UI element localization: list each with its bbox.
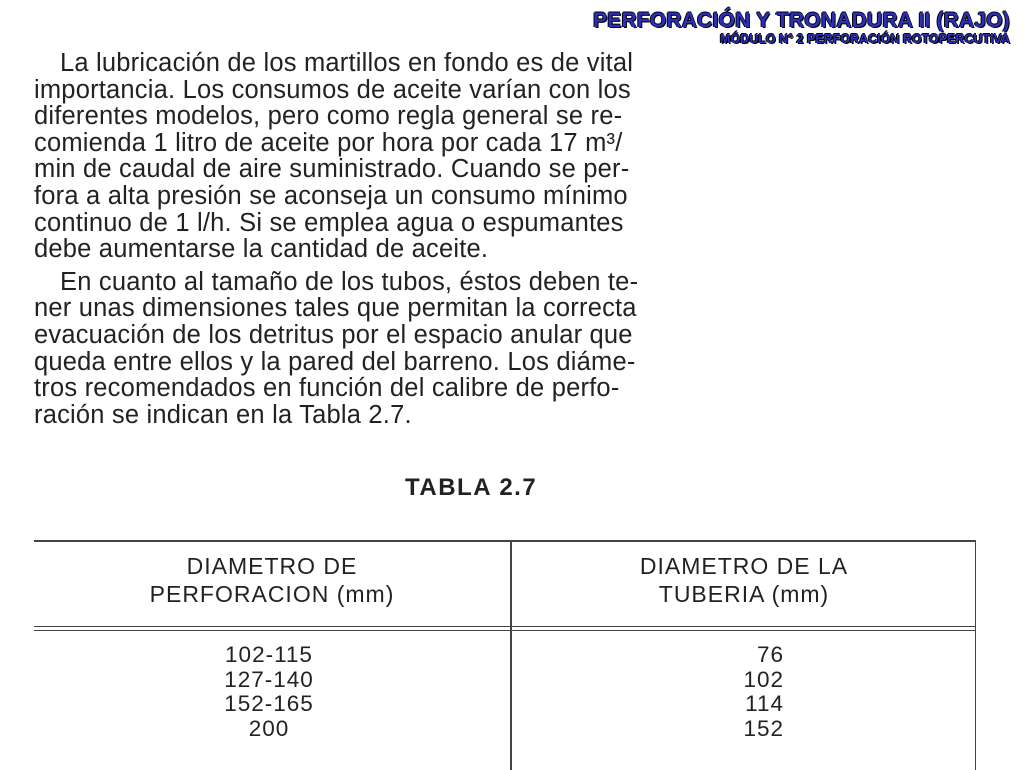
table-row: 102 xyxy=(743,666,784,692)
header-line: PERFORACION (mm) xyxy=(149,581,395,607)
table-cell-drill-diameter xyxy=(194,643,344,741)
text-line: continuo de 1 l/h. Si se emplea agua o espumantes xyxy=(34,208,624,237)
table-row: 76 xyxy=(756,642,784,667)
text-line: La lubricación de los martillos en fondo es de vital xyxy=(60,49,634,77)
text-line: queda entre ellos y la pared del barreno. Los diáme- xyxy=(34,347,636,376)
text-line: En cuanto al tamaño de los tubos, éstos deben te- xyxy=(60,267,639,296)
text-line: min de caudal de aire suministrado. Cuando se per- xyxy=(34,155,630,184)
table-row: 114 xyxy=(745,691,784,716)
paragraph-tubes xyxy=(34,269,984,429)
table-header-divider xyxy=(34,626,976,631)
header-line: DIAMETRO DE xyxy=(186,553,358,579)
text-line: evacuación de los detritus por el espacio anular que xyxy=(34,320,633,349)
table-row: 127-140 xyxy=(224,666,314,692)
table-cell-pipe-diameter xyxy=(684,643,784,741)
table-title: TABLA 2.7 xyxy=(405,474,538,501)
text-line: importancia. Los consumos de aceite varían con los xyxy=(34,75,631,104)
header-title: PERFORACIÓN Y TRONADURA II (RAJO) xyxy=(593,9,1010,32)
header-subtitle: MÓDULO N° 2 PERFORACIÓN ROTOPERCUTIVA xyxy=(720,32,1010,46)
table-row: 152 xyxy=(743,715,784,741)
table-header-drill-diameter xyxy=(34,552,510,608)
text-line: comienda 1 litro de aceite por hora por cada 17 m³/ xyxy=(34,128,623,157)
table-row: 102-115 xyxy=(225,642,313,667)
table-row: 200 xyxy=(248,715,290,741)
header-line: DIAMETRO DE LA xyxy=(639,553,849,579)
paragraph-lubrication xyxy=(34,50,984,263)
diameter-table xyxy=(34,540,976,770)
body-text xyxy=(34,50,984,428)
text-line: ración se indican en la Tabla 2.7. xyxy=(34,400,412,429)
text-line: tros recomendados en función del calibre de perfo- xyxy=(34,374,620,403)
table-header-pipe-diameter xyxy=(512,552,976,608)
page-header xyxy=(593,10,1010,46)
text-line: debe aumentarse la cantidad de aceite. xyxy=(34,235,489,264)
table-row: 152-165 xyxy=(224,691,314,716)
header-line: TUBERIA (mm) xyxy=(658,581,830,607)
text-line: ner unas dimensiones tales que permitan la correcta xyxy=(34,294,637,323)
text-line: fora a alta presión se aconseja un consumo mínimo xyxy=(34,181,628,210)
text-line: diferentes modelos, pero como regla general se re- xyxy=(34,102,623,131)
